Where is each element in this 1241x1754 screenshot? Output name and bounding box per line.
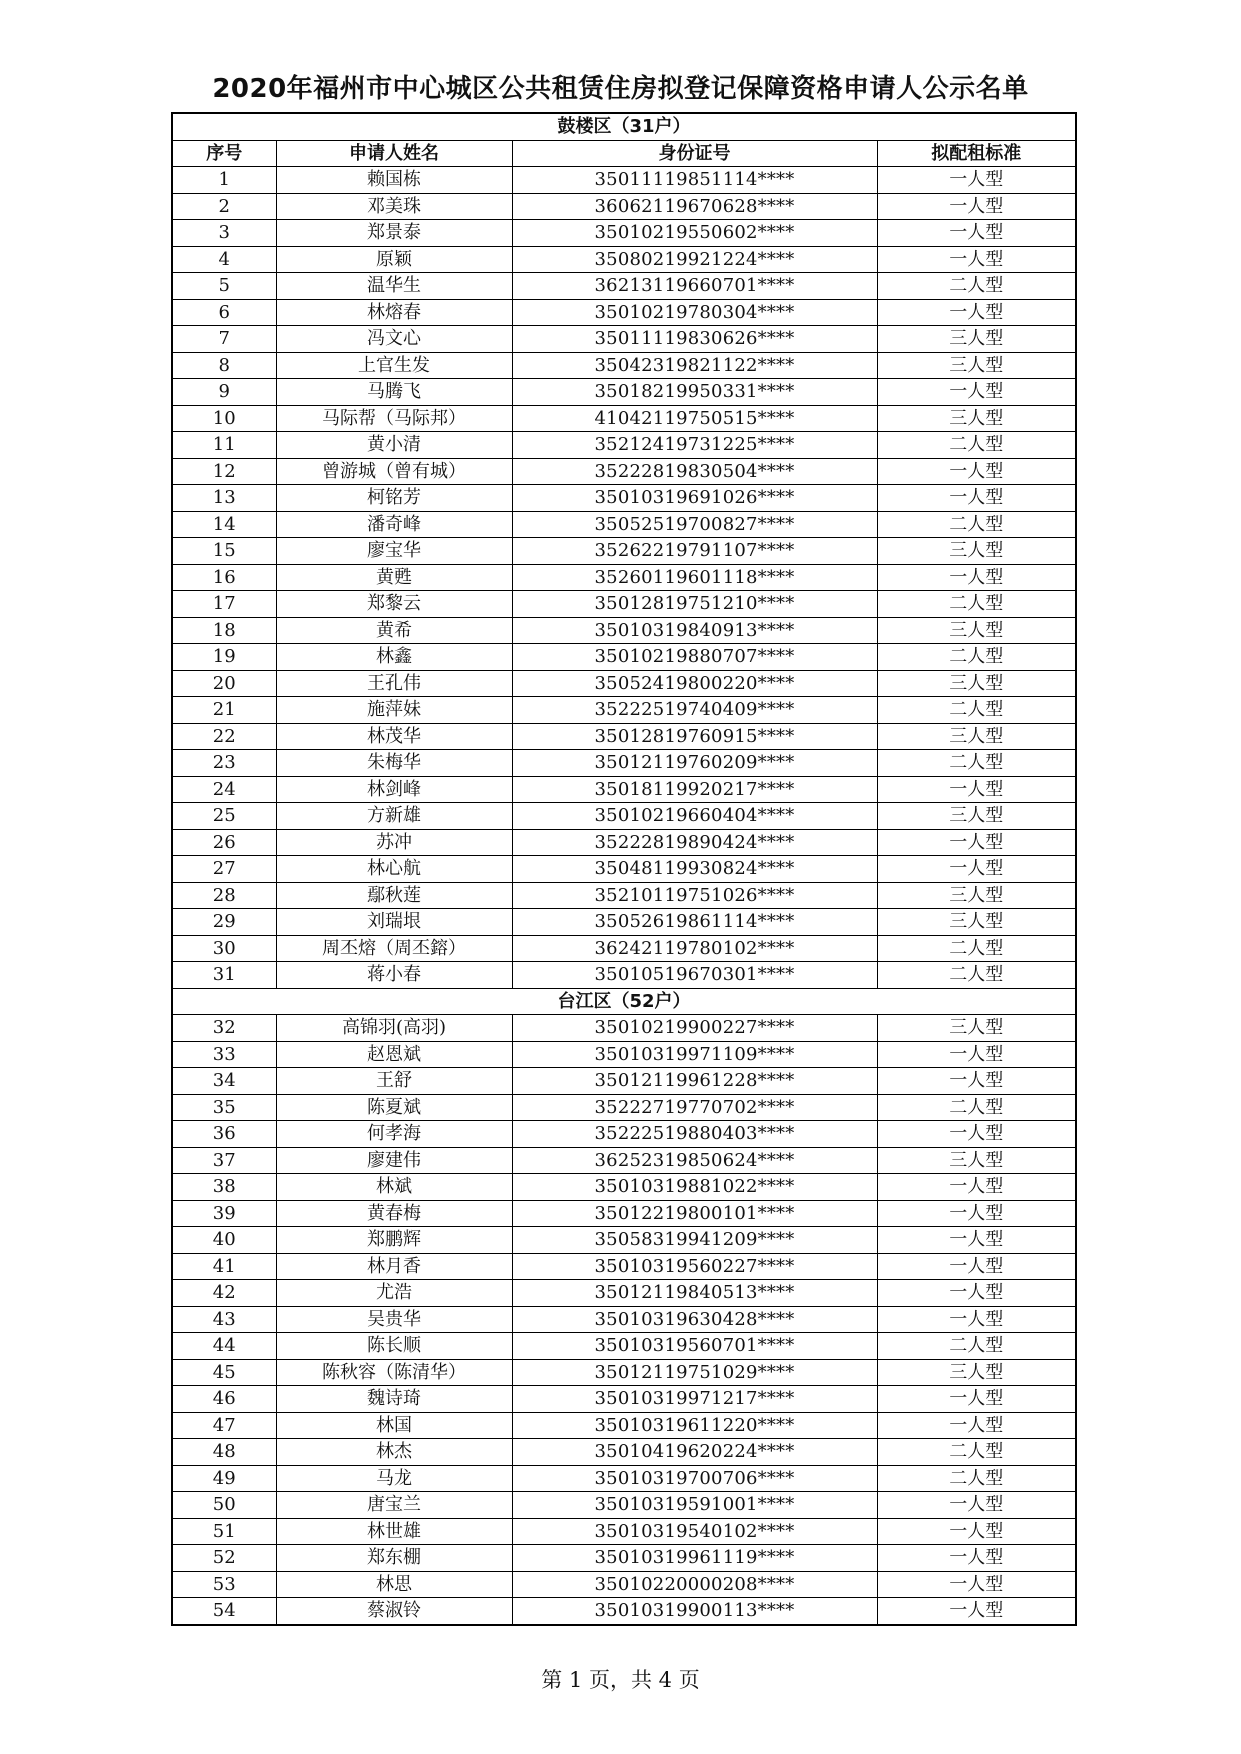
id-number: 35010319560701**** bbox=[512, 1333, 877, 1360]
row-seq: 9 bbox=[172, 379, 276, 406]
id-number: 35010319971217**** bbox=[512, 1386, 877, 1413]
id-number: 35010319591001**** bbox=[512, 1492, 877, 1519]
row-seq: 19 bbox=[172, 644, 276, 671]
id-number: 36242119780102**** bbox=[512, 935, 877, 962]
section-header-row bbox=[172, 113, 1076, 140]
table-row bbox=[172, 670, 1076, 697]
row-seq: 1 bbox=[172, 167, 276, 194]
rent-standard: 一人型 bbox=[877, 1412, 1076, 1439]
table-row bbox=[172, 935, 1076, 962]
applicant-name: 蒋小春 bbox=[276, 962, 512, 989]
id-number: 35012119760209**** bbox=[512, 750, 877, 777]
applicant-name: 唐宝兰 bbox=[276, 1492, 512, 1519]
rent-standard: 三人型 bbox=[877, 1015, 1076, 1042]
row-seq: 54 bbox=[172, 1598, 276, 1625]
id-number: 35048119930824**** bbox=[512, 856, 877, 883]
applicant-name: 林月香 bbox=[276, 1253, 512, 1280]
applicant-name: 林剑峰 bbox=[276, 776, 512, 803]
row-seq: 40 bbox=[172, 1227, 276, 1254]
table-row bbox=[172, 803, 1076, 830]
rent-standard: 二人型 bbox=[877, 432, 1076, 459]
applicant-name: 林国 bbox=[276, 1412, 512, 1439]
row-seq: 22 bbox=[172, 723, 276, 750]
rent-standard: 一人型 bbox=[877, 564, 1076, 591]
table-row bbox=[172, 458, 1076, 485]
rent-standard: 一人型 bbox=[877, 193, 1076, 220]
applicant-name: 蔡淑铃 bbox=[276, 1598, 512, 1625]
applicant-name: 林思 bbox=[276, 1571, 512, 1598]
row-seq: 30 bbox=[172, 935, 276, 962]
id-number: 41042119750515**** bbox=[512, 405, 877, 432]
row-seq: 24 bbox=[172, 776, 276, 803]
id-number: 35011119851114**** bbox=[512, 167, 877, 194]
table-row bbox=[172, 538, 1076, 565]
table-row bbox=[172, 1545, 1076, 1572]
id-number: 35010219780304**** bbox=[512, 299, 877, 326]
id-number: 35010219900227**** bbox=[512, 1015, 877, 1042]
table-row bbox=[172, 193, 1076, 220]
id-number: 36062119670628**** bbox=[512, 193, 877, 220]
row-seq: 42 bbox=[172, 1280, 276, 1307]
id-number: 35010319971109**** bbox=[512, 1041, 877, 1068]
row-seq: 46 bbox=[172, 1386, 276, 1413]
applicant-name: 何孝海 bbox=[276, 1121, 512, 1148]
applicant-name: 林心航 bbox=[276, 856, 512, 883]
id-number: 35058319941209**** bbox=[512, 1227, 877, 1254]
table-row bbox=[172, 1465, 1076, 1492]
id-number: 35010419620224**** bbox=[512, 1439, 877, 1466]
row-seq: 34 bbox=[172, 1068, 276, 1095]
id-number: 35042319821122**** bbox=[512, 352, 877, 379]
id-number: 35222819830504**** bbox=[512, 458, 877, 485]
section-title: 鼓楼区（31户） bbox=[172, 113, 1076, 140]
applicant-name: 马腾飞 bbox=[276, 379, 512, 406]
rent-standard: 二人型 bbox=[877, 1439, 1076, 1466]
table-row bbox=[172, 273, 1076, 300]
rent-standard: 三人型 bbox=[877, 803, 1076, 830]
row-seq: 27 bbox=[172, 856, 276, 883]
applicant-name: 魏诗琦 bbox=[276, 1386, 512, 1413]
applicant-name: 林熔春 bbox=[276, 299, 512, 326]
applicant-name: 林杰 bbox=[276, 1439, 512, 1466]
id-number: 35210119751026**** bbox=[512, 882, 877, 909]
rent-standard: 三人型 bbox=[877, 909, 1076, 936]
rent-standard: 三人型 bbox=[877, 882, 1076, 909]
row-seq: 49 bbox=[172, 1465, 276, 1492]
applicant-name: 郑东棚 bbox=[276, 1545, 512, 1572]
table-row bbox=[172, 1359, 1076, 1386]
rent-standard: 三人型 bbox=[877, 670, 1076, 697]
table-row bbox=[172, 352, 1076, 379]
table-row bbox=[172, 776, 1076, 803]
applicant-name: 周丕熔（周丕鎔） bbox=[276, 935, 512, 962]
applicant-name: 王孔伟 bbox=[276, 670, 512, 697]
table-row bbox=[172, 220, 1076, 247]
applicant-name: 郑鹏辉 bbox=[276, 1227, 512, 1254]
table-row bbox=[172, 723, 1076, 750]
row-seq: 16 bbox=[172, 564, 276, 591]
table-row bbox=[172, 1253, 1076, 1280]
table-row bbox=[172, 1439, 1076, 1466]
table-row bbox=[172, 644, 1076, 671]
row-seq: 43 bbox=[172, 1306, 276, 1333]
column-header-row bbox=[172, 140, 1076, 167]
table-row bbox=[172, 564, 1076, 591]
table-row bbox=[172, 485, 1076, 512]
applicant-name: 上官生发 bbox=[276, 352, 512, 379]
rent-standard: 一人型 bbox=[877, 1121, 1076, 1148]
applicant-name: 潘奇峰 bbox=[276, 511, 512, 538]
rent-standard: 一人型 bbox=[877, 829, 1076, 856]
id-number: 35012819760915**** bbox=[512, 723, 877, 750]
applicant-name: 冯文心 bbox=[276, 326, 512, 353]
row-seq: 13 bbox=[172, 485, 276, 512]
id-number: 35018119920217**** bbox=[512, 776, 877, 803]
table-row bbox=[172, 1068, 1076, 1095]
id-number: 35010319700706**** bbox=[512, 1465, 877, 1492]
id-number: 35011119830626**** bbox=[512, 326, 877, 353]
rent-standard: 一人型 bbox=[877, 1280, 1076, 1307]
applicant-name: 尤浩 bbox=[276, 1280, 512, 1307]
applicant-name: 廖建伟 bbox=[276, 1147, 512, 1174]
rent-standard: 一人型 bbox=[877, 220, 1076, 247]
table-row bbox=[172, 1227, 1076, 1254]
row-seq: 4 bbox=[172, 246, 276, 273]
applicant-name: 林斌 bbox=[276, 1174, 512, 1201]
rent-standard: 三人型 bbox=[877, 1359, 1076, 1386]
id-number: 35010319630428**** bbox=[512, 1306, 877, 1333]
applicant-name: 黄希 bbox=[276, 617, 512, 644]
rent-standard: 一人型 bbox=[877, 1571, 1076, 1598]
table-row bbox=[172, 591, 1076, 618]
rent-standard: 二人型 bbox=[877, 644, 1076, 671]
header-name: 申请人姓名 bbox=[276, 140, 512, 167]
id-number: 35260119601118**** bbox=[512, 564, 877, 591]
rent-standard: 三人型 bbox=[877, 617, 1076, 644]
rent-standard: 一人型 bbox=[877, 856, 1076, 883]
row-seq: 20 bbox=[172, 670, 276, 697]
table-row bbox=[172, 1200, 1076, 1227]
row-seq: 44 bbox=[172, 1333, 276, 1360]
row-seq: 11 bbox=[172, 432, 276, 459]
row-seq: 45 bbox=[172, 1359, 276, 1386]
table-row bbox=[172, 432, 1076, 459]
applicant-name: 黄甦 bbox=[276, 564, 512, 591]
applicant-name: 马际帮（马际邦） bbox=[276, 405, 512, 432]
id-number: 35010219550602**** bbox=[512, 220, 877, 247]
rent-standard: 一人型 bbox=[877, 485, 1076, 512]
table-row bbox=[172, 909, 1076, 936]
rent-standard: 一人型 bbox=[877, 299, 1076, 326]
table-row bbox=[172, 750, 1076, 777]
id-number: 35010319881022**** bbox=[512, 1174, 877, 1201]
applicant-name: 温华生 bbox=[276, 273, 512, 300]
applicant-name: 朱梅华 bbox=[276, 750, 512, 777]
table-row bbox=[172, 405, 1076, 432]
row-seq: 52 bbox=[172, 1545, 276, 1572]
rent-standard: 三人型 bbox=[877, 1147, 1076, 1174]
table-row bbox=[172, 1598, 1076, 1625]
rent-standard: 一人型 bbox=[877, 246, 1076, 273]
applicant-name: 鄢秋莲 bbox=[276, 882, 512, 909]
table-row bbox=[172, 1518, 1076, 1545]
rent-standard: 一人型 bbox=[877, 1200, 1076, 1227]
id-number: 35012819751210**** bbox=[512, 591, 877, 618]
header-id: 身份证号 bbox=[512, 140, 877, 167]
table-row bbox=[172, 511, 1076, 538]
applicant-name: 陈秋容（陈清华） bbox=[276, 1359, 512, 1386]
id-number: 35052619861114**** bbox=[512, 909, 877, 936]
applicant-name: 林茂华 bbox=[276, 723, 512, 750]
id-number: 35010219660404**** bbox=[512, 803, 877, 830]
applicant-name: 王舒 bbox=[276, 1068, 512, 1095]
id-number: 35010319611220**** bbox=[512, 1412, 877, 1439]
table-row bbox=[172, 697, 1076, 724]
rent-standard: 一人型 bbox=[877, 458, 1076, 485]
id-number: 35010219880707**** bbox=[512, 644, 877, 671]
applicant-name: 马龙 bbox=[276, 1465, 512, 1492]
row-seq: 15 bbox=[172, 538, 276, 565]
id-number: 35010319840913**** bbox=[512, 617, 877, 644]
id-number: 35012219800101**** bbox=[512, 1200, 877, 1227]
applicant-name: 陈夏斌 bbox=[276, 1094, 512, 1121]
page-footer: 第 1 页，共 4 页 bbox=[541, 1668, 700, 1692]
table-row bbox=[172, 1041, 1076, 1068]
applicant-name: 刘瑞垠 bbox=[276, 909, 512, 936]
rent-standard: 一人型 bbox=[877, 1253, 1076, 1280]
rent-standard: 一人型 bbox=[877, 1041, 1076, 1068]
row-seq: 21 bbox=[172, 697, 276, 724]
table-row bbox=[172, 1306, 1076, 1333]
rent-standard: 二人型 bbox=[877, 935, 1076, 962]
table-row bbox=[172, 1571, 1076, 1598]
id-number: 36252319850624**** bbox=[512, 1147, 877, 1174]
row-seq: 37 bbox=[172, 1147, 276, 1174]
row-seq: 14 bbox=[172, 511, 276, 538]
id-number: 35212419731225**** bbox=[512, 432, 877, 459]
row-seq: 51 bbox=[172, 1518, 276, 1545]
table-row bbox=[172, 326, 1076, 353]
applicant-name: 苏冲 bbox=[276, 829, 512, 856]
row-seq: 39 bbox=[172, 1200, 276, 1227]
row-seq: 48 bbox=[172, 1439, 276, 1466]
rent-standard: 一人型 bbox=[877, 1518, 1076, 1545]
table-row bbox=[172, 1094, 1076, 1121]
row-seq: 2 bbox=[172, 193, 276, 220]
rent-standard: 三人型 bbox=[877, 352, 1076, 379]
applicant-name: 方新雄 bbox=[276, 803, 512, 830]
rent-standard: 三人型 bbox=[877, 405, 1076, 432]
rent-standard: 一人型 bbox=[877, 1492, 1076, 1519]
id-number: 35222519740409**** bbox=[512, 697, 877, 724]
id-number: 35010319540102**** bbox=[512, 1518, 877, 1545]
row-seq: 12 bbox=[172, 458, 276, 485]
row-seq: 36 bbox=[172, 1121, 276, 1148]
applicant-name: 高锦羽(高羽) bbox=[276, 1015, 512, 1042]
row-seq: 25 bbox=[172, 803, 276, 830]
id-number: 35080219921224**** bbox=[512, 246, 877, 273]
table-row bbox=[172, 1386, 1076, 1413]
id-number: 36213119660701**** bbox=[512, 273, 877, 300]
id-number: 35012119961228**** bbox=[512, 1068, 877, 1095]
applicant-name: 林世雄 bbox=[276, 1518, 512, 1545]
rent-standard: 二人型 bbox=[877, 962, 1076, 989]
row-seq: 38 bbox=[172, 1174, 276, 1201]
applicant-name: 赵恩斌 bbox=[276, 1041, 512, 1068]
rent-standard: 一人型 bbox=[877, 167, 1076, 194]
rent-standard: 二人型 bbox=[877, 697, 1076, 724]
applicant-name: 郑景泰 bbox=[276, 220, 512, 247]
id-number: 35010220000208**** bbox=[512, 1571, 877, 1598]
id-number: 35052519700827**** bbox=[512, 511, 877, 538]
rent-standard: 二人型 bbox=[877, 750, 1076, 777]
table-row bbox=[172, 829, 1076, 856]
rent-standard: 二人型 bbox=[877, 273, 1076, 300]
table-row bbox=[172, 1492, 1076, 1519]
rent-standard: 一人型 bbox=[877, 1306, 1076, 1333]
table-row bbox=[172, 246, 1076, 273]
id-number: 35052419800220**** bbox=[512, 670, 877, 697]
row-seq: 6 bbox=[172, 299, 276, 326]
row-seq: 3 bbox=[172, 220, 276, 247]
applicant-name: 施萍妹 bbox=[276, 697, 512, 724]
row-seq: 32 bbox=[172, 1015, 276, 1042]
table-row bbox=[172, 379, 1076, 406]
table-row bbox=[172, 1412, 1076, 1439]
id-number: 35010319900113**** bbox=[512, 1598, 877, 1625]
applicant-name: 黄小清 bbox=[276, 432, 512, 459]
id-number: 35012119751029**** bbox=[512, 1359, 877, 1386]
applicant-name: 廖宝华 bbox=[276, 538, 512, 565]
table-row bbox=[172, 1121, 1076, 1148]
rent-standard: 一人型 bbox=[877, 1227, 1076, 1254]
row-seq: 33 bbox=[172, 1041, 276, 1068]
header-seq: 序号 bbox=[172, 140, 276, 167]
rent-standard: 三人型 bbox=[877, 538, 1076, 565]
id-number: 35222819890424**** bbox=[512, 829, 877, 856]
table-row bbox=[172, 1015, 1076, 1042]
applicant-name: 曾游城（曾有城） bbox=[276, 458, 512, 485]
applicant-name: 赖国栋 bbox=[276, 167, 512, 194]
rent-standard: 一人型 bbox=[877, 1598, 1076, 1625]
table-row bbox=[172, 882, 1076, 909]
rent-standard: 二人型 bbox=[877, 511, 1076, 538]
rent-standard: 三人型 bbox=[877, 723, 1076, 750]
id-number: 35010319961119**** bbox=[512, 1545, 877, 1572]
row-seq: 7 bbox=[172, 326, 276, 353]
row-seq: 8 bbox=[172, 352, 276, 379]
rent-standard: 二人型 bbox=[877, 1333, 1076, 1360]
id-number: 35018219950331**** bbox=[512, 379, 877, 406]
applicant-name: 郑黎云 bbox=[276, 591, 512, 618]
row-seq: 41 bbox=[172, 1253, 276, 1280]
page-title: 2020年福州市中心城区公共租赁住房拟登记保障资格申请人公示名单 bbox=[212, 74, 1029, 104]
header-standard: 拟配租标准 bbox=[877, 140, 1076, 167]
table-row bbox=[172, 617, 1076, 644]
row-seq: 23 bbox=[172, 750, 276, 777]
applicant-name: 林鑫 bbox=[276, 644, 512, 671]
table-row bbox=[172, 1333, 1076, 1360]
row-seq: 29 bbox=[172, 909, 276, 936]
id-number: 35010319560227**** bbox=[512, 1253, 877, 1280]
rent-standard: 一人型 bbox=[877, 379, 1076, 406]
row-seq: 28 bbox=[172, 882, 276, 909]
rent-standard: 二人型 bbox=[877, 1465, 1076, 1492]
row-seq: 31 bbox=[172, 962, 276, 989]
table-row bbox=[172, 856, 1076, 883]
id-number: 35222519880403**** bbox=[512, 1121, 877, 1148]
id-number: 35262219791107**** bbox=[512, 538, 877, 565]
applicant-table bbox=[171, 112, 1077, 1626]
rent-standard: 一人型 bbox=[877, 1386, 1076, 1413]
applicant-name: 黄春梅 bbox=[276, 1200, 512, 1227]
row-seq: 17 bbox=[172, 591, 276, 618]
rent-standard: 一人型 bbox=[877, 1174, 1076, 1201]
rent-standard: 三人型 bbox=[877, 326, 1076, 353]
section-header-row bbox=[172, 988, 1076, 1015]
row-seq: 18 bbox=[172, 617, 276, 644]
row-seq: 35 bbox=[172, 1094, 276, 1121]
row-seq: 53 bbox=[172, 1571, 276, 1598]
applicant-name: 柯铭芳 bbox=[276, 485, 512, 512]
id-number: 35010519670301**** bbox=[512, 962, 877, 989]
table-row bbox=[172, 1174, 1076, 1201]
row-seq: 5 bbox=[172, 273, 276, 300]
id-number: 35222719770702**** bbox=[512, 1094, 877, 1121]
id-number: 35012119840513**** bbox=[512, 1280, 877, 1307]
table-row bbox=[172, 1147, 1076, 1174]
row-seq: 26 bbox=[172, 829, 276, 856]
rent-standard: 一人型 bbox=[877, 776, 1076, 803]
section-title: 台江区（52户） bbox=[172, 988, 1076, 1015]
table-row bbox=[172, 299, 1076, 326]
rent-standard: 二人型 bbox=[877, 1094, 1076, 1121]
table-row bbox=[172, 167, 1076, 194]
applicant-name: 原颖 bbox=[276, 246, 512, 273]
rent-standard: 一人型 bbox=[877, 1068, 1076, 1095]
rent-standard: 二人型 bbox=[877, 591, 1076, 618]
table-row bbox=[172, 1280, 1076, 1307]
row-seq: 10 bbox=[172, 405, 276, 432]
id-number: 35010319691026**** bbox=[512, 485, 877, 512]
applicant-name: 吴贵华 bbox=[276, 1306, 512, 1333]
rent-standard: 一人型 bbox=[877, 1545, 1076, 1572]
applicant-name: 陈长顺 bbox=[276, 1333, 512, 1360]
row-seq: 50 bbox=[172, 1492, 276, 1519]
table-row bbox=[172, 962, 1076, 989]
applicant-name: 邓美珠 bbox=[276, 193, 512, 220]
row-seq: 47 bbox=[172, 1412, 276, 1439]
